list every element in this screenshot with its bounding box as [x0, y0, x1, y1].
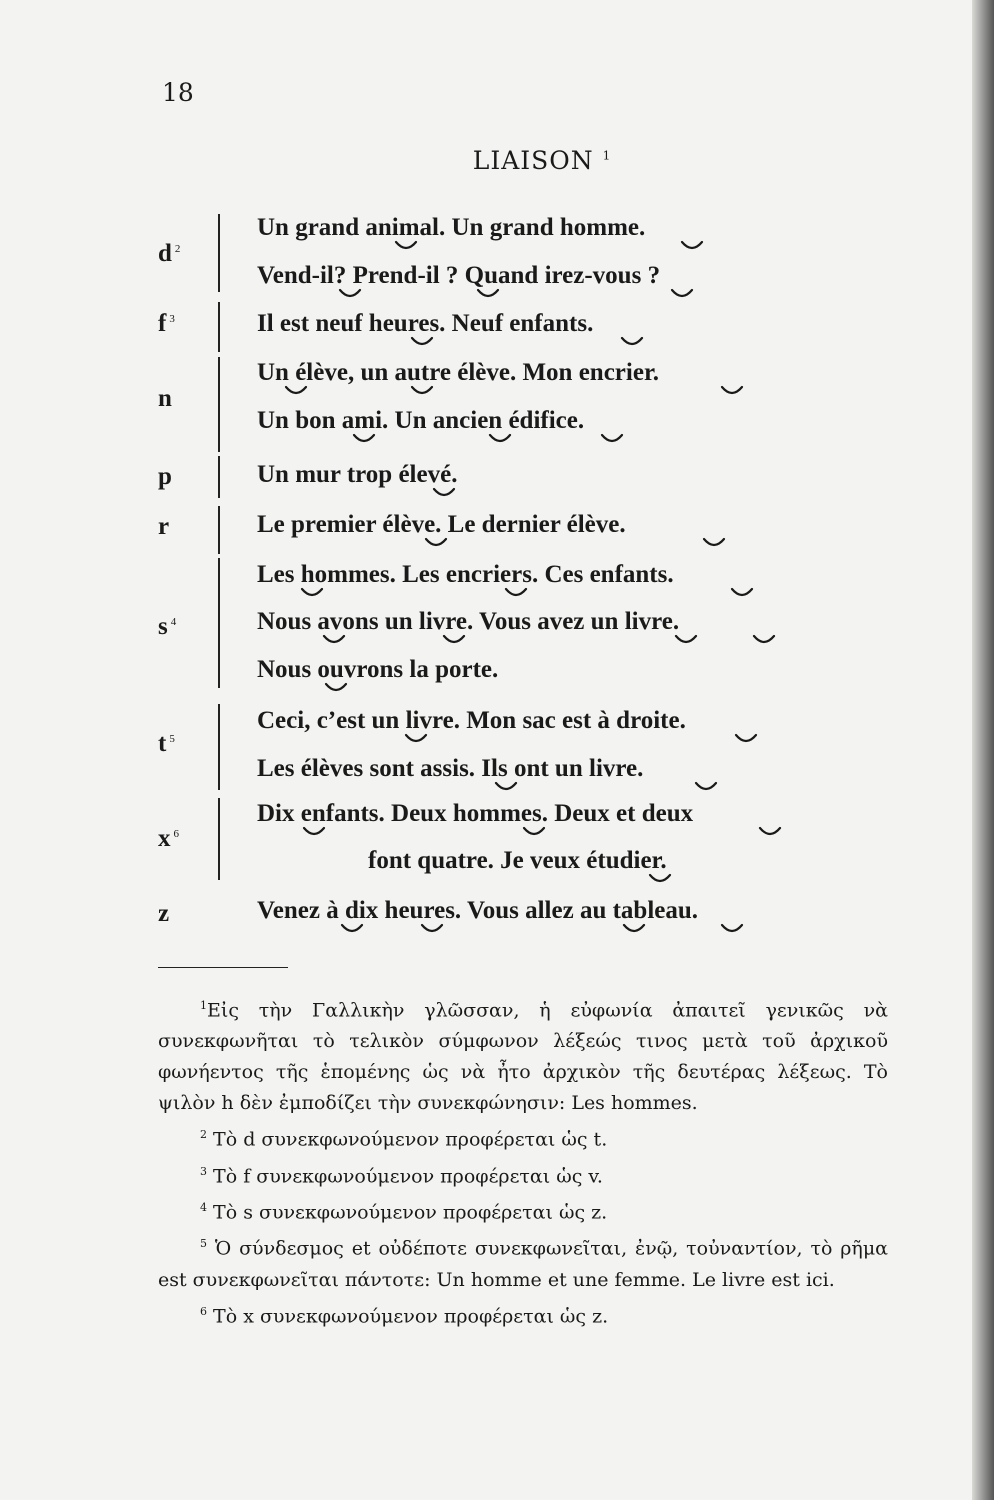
liaison-arc [412, 338, 432, 344]
example-line: Nous avons un livre. Vous avez un livre. [257, 608, 680, 635]
page-title [0, 146, 994, 175]
liaison-arc [422, 925, 442, 931]
liaison-arc [736, 735, 756, 741]
liaison-arc [672, 290, 692, 296]
letter-s [158, 613, 176, 641]
footnote-6 [158, 1296, 888, 1332]
liaison-arc [354, 435, 374, 441]
footnotes [158, 990, 888, 1332]
letter-n [158, 385, 175, 413]
liaison-arc [722, 387, 742, 393]
footnote-number: 5 [200, 1237, 207, 1251]
letter-note: 6 [173, 827, 179, 840]
liaison-arc [342, 925, 362, 931]
liaison-arc [412, 387, 432, 393]
liaison-arc [302, 589, 322, 595]
footnote-1 [158, 990, 888, 1119]
group-bar-r [218, 506, 220, 554]
liaison-arc [396, 242, 416, 248]
letter-r [158, 513, 172, 541]
footnote-number: 3 [200, 1164, 207, 1178]
liaison-arc [624, 925, 644, 931]
footnote-number: 2 [200, 1128, 207, 1142]
example-line: Vend-il? Prend-il ? Quand irez-vous ? [257, 262, 661, 289]
letter-p [158, 463, 175, 491]
letter-label: s [158, 613, 168, 640]
liaison-arc [650, 875, 670, 881]
title-footnote-marker: 1 [602, 148, 612, 163]
liaison-arc [682, 242, 702, 248]
letter-label: z [158, 900, 170, 927]
liaison-arc [506, 589, 526, 595]
liaison-arc [754, 636, 774, 642]
example-line: Il est neuf heures. Neuf enfants. [257, 310, 594, 337]
letter-label: f [158, 310, 167, 337]
footnote-number: 1 [200, 999, 207, 1012]
liaison-arc [696, 783, 716, 789]
title-text: LIAISON [472, 146, 594, 175]
example-line: Nous ouvrons la porte. [257, 656, 499, 683]
group-bar-s [218, 558, 220, 688]
liaison-arc [704, 539, 724, 545]
liaison-arc [478, 290, 498, 296]
letter-z [158, 900, 172, 928]
letter-label: r [158, 513, 170, 540]
example-line: font quatre. Je veux étudier. [368, 847, 667, 874]
letter-label: x [158, 825, 171, 852]
footnote-separator [158, 967, 288, 968]
liaison-arc [286, 387, 306, 393]
example-line: Un grand animal. Un grand homme. [257, 214, 646, 241]
example-line: Un bon ami. Un ancien édifice. [257, 407, 585, 434]
footnote-text: Ὁ σύνδεσμος et οὐδέποτε συνεκφωνεῖται, ἐνῷ, τοὐναντίον, τὸ ρῆμα est συνεκφωνεῖται πάντοτε: Un homme et une femme. Le livre est ici. [158, 1237, 888, 1291]
example-line: Le premier élève. Le dernier élève. [257, 511, 626, 538]
letter-note: 4 [170, 615, 177, 628]
footnote-number: 6 [200, 1304, 207, 1318]
page-number: 18 [162, 78, 194, 107]
liaison-arc [426, 539, 446, 545]
liaison-arc [524, 828, 544, 834]
liaison-arc [496, 783, 516, 789]
footnote-text: Τὸ x συνεκφωνούμενον προφέρεται ὡς z. [213, 1304, 609, 1327]
letter-d [158, 240, 180, 268]
letter-label: n [158, 385, 172, 412]
letter-label: d [158, 240, 172, 267]
group-bar-f [218, 302, 220, 352]
liaison-arc [760, 828, 780, 834]
liaison-arc [324, 636, 344, 642]
letter-x [158, 825, 179, 853]
liaison-arc [444, 636, 464, 642]
footnote-text: Τὸ s συνεκφωνούμενον προφέρεται ὡς z. [213, 1201, 608, 1224]
letter-note: 3 [169, 312, 175, 325]
footnote-text: Τὸ f συνεκφωνούμενον προφέρεται ὡς v. [213, 1164, 603, 1187]
letter-label: t [158, 730, 167, 757]
liaison-arc [340, 290, 360, 296]
footnote-text: Τὸ d συνεκφωνούμενον προφέρεται ὡς t. [213, 1128, 608, 1151]
liaison-arc [326, 684, 346, 690]
group-bar-p [218, 456, 220, 498]
letter-t [158, 730, 175, 758]
letter-label: p [158, 463, 172, 490]
liaison-arc [602, 435, 622, 441]
liaison-arc [622, 338, 642, 344]
example-line: Les élèves sont assis. Ils ont un livre. [257, 755, 644, 782]
liaison-arc [732, 589, 752, 595]
example-line: Un mur trop élevé. [257, 461, 458, 488]
footnote-5 [158, 1228, 888, 1295]
example-line: Ceci, c’est un livre. Mon sac est à droite. [257, 707, 686, 734]
letter-f [158, 310, 175, 338]
example-line: Venez à dix heures. Vous allez au tableau. [257, 897, 699, 924]
liaison-arc [722, 925, 742, 931]
liaison-arc [490, 435, 510, 441]
group-bar-x [218, 798, 220, 880]
example-line: Dix enfants. Deux hommes. Deux et deux [257, 800, 694, 827]
group-bar-d [218, 214, 220, 292]
footnote-text: Εἰς τὴν Γαλλικὴν γλῶσσαν, ἡ εὐφωνία ἀπαιτεῖ γενικῶς νὰ συνεκφωνῆται τὸ τελικὸν σύμφωνον λέξεώς τινος μετὰ τοῦ ἀρχικοῦ φωνήεντος τῆς ἑπομένης ὡς νὰ ἦτο ἀρχικὸν τῆς δευτέρας λέξεως. Τὸ ψιλὸν h δὲν ἐμποδίζει τὴν συνεκφώνησιν: Les hommes. [158, 999, 888, 1115]
liaison-arc [406, 735, 426, 741]
liaison-arc [304, 828, 324, 834]
group-bar-t [218, 704, 220, 790]
example-line: Les hommes. Les encriers. Ces enfants. [257, 561, 674, 588]
letter-note: 5 [169, 732, 175, 745]
liaison-arc [676, 636, 696, 642]
footnote-2 [158, 1119, 888, 1155]
footnote-number: 4 [200, 1200, 207, 1214]
liaison-arc [434, 489, 454, 495]
footnote-3 [158, 1156, 888, 1192]
page-edge-shadow [972, 0, 994, 1500]
group-bar-n [218, 357, 220, 452]
letter-note: 2 [174, 242, 181, 255]
example-line: Un élève, un autre élève. Mon encrier. [257, 359, 659, 386]
footnote-4 [158, 1192, 888, 1228]
